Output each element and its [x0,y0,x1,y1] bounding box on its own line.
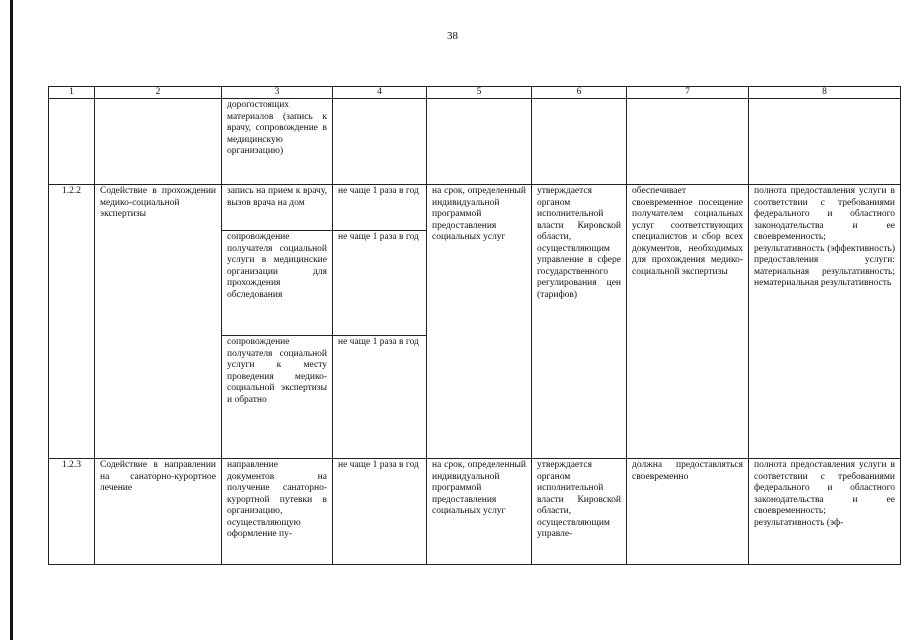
table-row-1-2-3 [49,459,901,565]
service-item: сопровождение получателя социальной услуги в медицинские организации для прохождения обследования [222,231,333,336]
binding-edge-line [10,0,13,640]
service-item: направление документов на получение санаторно-курортной путевки в организацию, осуществляющую оформление пу- [222,459,333,565]
table-row-1-2-2 [49,185,901,231]
cont-cell-6 [532,99,627,185]
service-name: Содействие в направлении на санаторно-курортное лечение [95,459,222,565]
quality-indicators: полнота предоставления услуги в соответствии с требованиями федерального и областного законодательства и ее своевременность; результативность (эффективность) предоставления услуги: материальная результативность; нематериальная результативность [749,185,901,459]
quality-indicators: полнота предоставления услуги в соответствии с требованиями федерального и областного законодательства и ее своевременность; результативность (эф- [749,459,901,565]
cont-service-text: дорогостоящих материалов (запись к врачу, сопровождение в медицинскую организацию) [222,99,333,185]
cont-cell-2 [95,99,222,185]
services-table [48,86,901,565]
col-num-1: 1 [49,87,95,99]
continuation-row [49,99,901,185]
column-number-row [49,87,901,99]
service-item: сопровождение получателя социальной услуги к месту проведения медико-социальной экспертизы и обратно [222,336,333,459]
service-item: запись на прием к врачу, вызов врача на дом [222,185,333,231]
service-conditions: должна предоставляться своевременно [627,459,749,565]
cont-cell-1 [49,99,95,185]
col-num-3: 3 [222,87,333,99]
service-conditions: обеспечивает своевременное посещение получателем социальных услуг соответствующих специалистов и сбор всех документов, необходимых для прохождения медико-социальной экспертизы [627,185,749,459]
col-num-7: 7 [627,87,749,99]
service-frequency: не чаще 1 раза в год [333,231,427,336]
row-number: 1.2.2 [49,185,95,459]
cont-cell-4 [333,99,427,185]
cont-cell-7 [627,99,749,185]
col-num-2: 2 [95,87,222,99]
cont-cell-8 [749,99,901,185]
service-term: на срок, определенный индивидуальной программой предоставления социальных услуг [427,185,532,459]
col-num-8: 8 [749,87,901,99]
row-number: 1.2.3 [49,459,95,565]
page-number: 38 [447,30,458,42]
service-tariff: утверждается органом исполнительной власти Кировской области, осуществляющим управление в сфере государственного регулирования цен (тарифов) [532,185,627,459]
service-name: Содействие в прохождении медико-социальной экспертизы [95,185,222,459]
service-frequency: не чаще 1 раза в год [333,185,427,231]
service-frequency: не чаще 1 раза в год [333,459,427,565]
cont-cell-5 [427,99,532,185]
col-num-5: 5 [427,87,532,99]
col-num-6: 6 [532,87,627,99]
col-num-4: 4 [333,87,427,99]
service-frequency: не чаще 1 раза в год [333,336,427,459]
service-tariff: утверждается органом исполнительной власти Кировской области, осуществляющим управле- [532,459,627,565]
service-term: на срок, определенный индивидуальной программой предоставления социальных услуг [427,459,532,565]
